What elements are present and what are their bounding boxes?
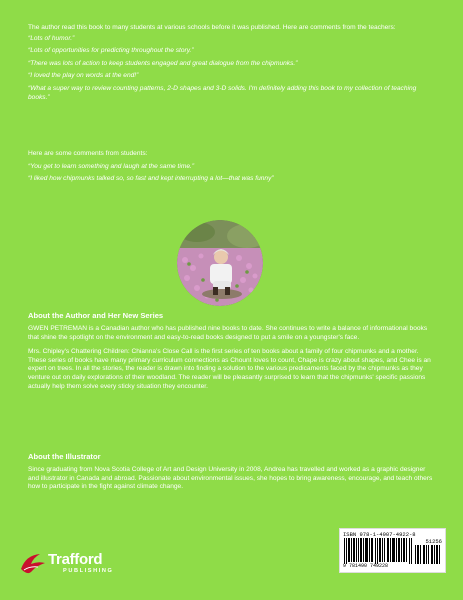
teacher-comment: “Lots of opportunities for predicting throughout the story.” — [28, 47, 194, 55]
isbn-barcode — [339, 528, 446, 573]
author-paragraph: GWEN PETREMAN is a Canadian author who has published nine books to date. She continues to write a balance of informational books that shine the spotlight on the environment and easy-to-read books designed to put a smile on a youngster's face. — [28, 325, 428, 341]
barcode-bars — [344, 538, 412, 564]
teachers-section — [28, 24, 438, 102]
ean-digits: 9 781490 749228 — [343, 563, 389, 569]
illustrator-paragraph: Since graduating from Nova Scotia College of Art and Design University in 2008, Andrea has travelled and worked as a graphic designer and illustrator in Canada and abroad. Passionate about environmental issues, she hopes to bring awareness, encourage, and teach others how to participate in the fight against climate change. — [28, 466, 433, 491]
teacher-comment: “I loved the play on words at the end!” — [28, 72, 139, 80]
students-intro: Here are some comments from students: — [28, 150, 148, 157]
teacher-comment: “There was lots of action to keep students engaged and great dialogue from the chipmunks.” — [28, 59, 298, 67]
student-comment: “You get to learn something and laugh at the same time.” — [28, 162, 195, 170]
author-photo — [177, 220, 263, 306]
isbn-text: ISBN 978-1-4907-4922-8 — [343, 531, 416, 538]
teachers-intro: The author read this book to many students at various schools before it was published. Here are comments from the teachers: — [28, 24, 396, 31]
student-comment: “I liked how chipmunks talked so, so fast and kept interrupting a lot—that was funny” — [28, 175, 274, 183]
illustrator-section — [28, 466, 438, 492]
publisher-name: Trafford — [48, 551, 103, 568]
trafford-hand-icon — [18, 549, 48, 579]
author-section — [28, 325, 438, 391]
price-code: 51256 — [425, 538, 442, 545]
teacher-comment: “What a super way to review counting patterns, 2-D shapes and 3-D solids. I'm definitely adding this book to my collection of teaching books.” — [28, 84, 417, 101]
author-heading: About the Author and Her New Series — [28, 311, 164, 320]
illustrator-heading: About the Illustrator — [28, 452, 101, 461]
teacher-comment: “Lots of humor.” — [28, 34, 75, 42]
publisher-sub: PUBLISHING — [63, 568, 114, 574]
students-section — [28, 150, 438, 184]
publisher-logo — [18, 548, 138, 584]
price-barcode-bars — [415, 545, 441, 564]
series-paragraph: Mrs. Chipley's Chattering Children: Chianna's Close Call is the first series of ten books about a family of four chipmunks and a mother. These series of books have many primary curriculum connections as Chount loves to count, Chape is crazy about shapes, and Chee is an expert on trees. In all the stories, the reader is drawn into finding a solution to the various predicaments faced by the chipmunks as they venture out on daily explorations of their woodland. The reader will be pleasantly surprised to learn that the chipmunks' specific passions actually help them solve every sticky situation they encounter. — [28, 348, 431, 390]
